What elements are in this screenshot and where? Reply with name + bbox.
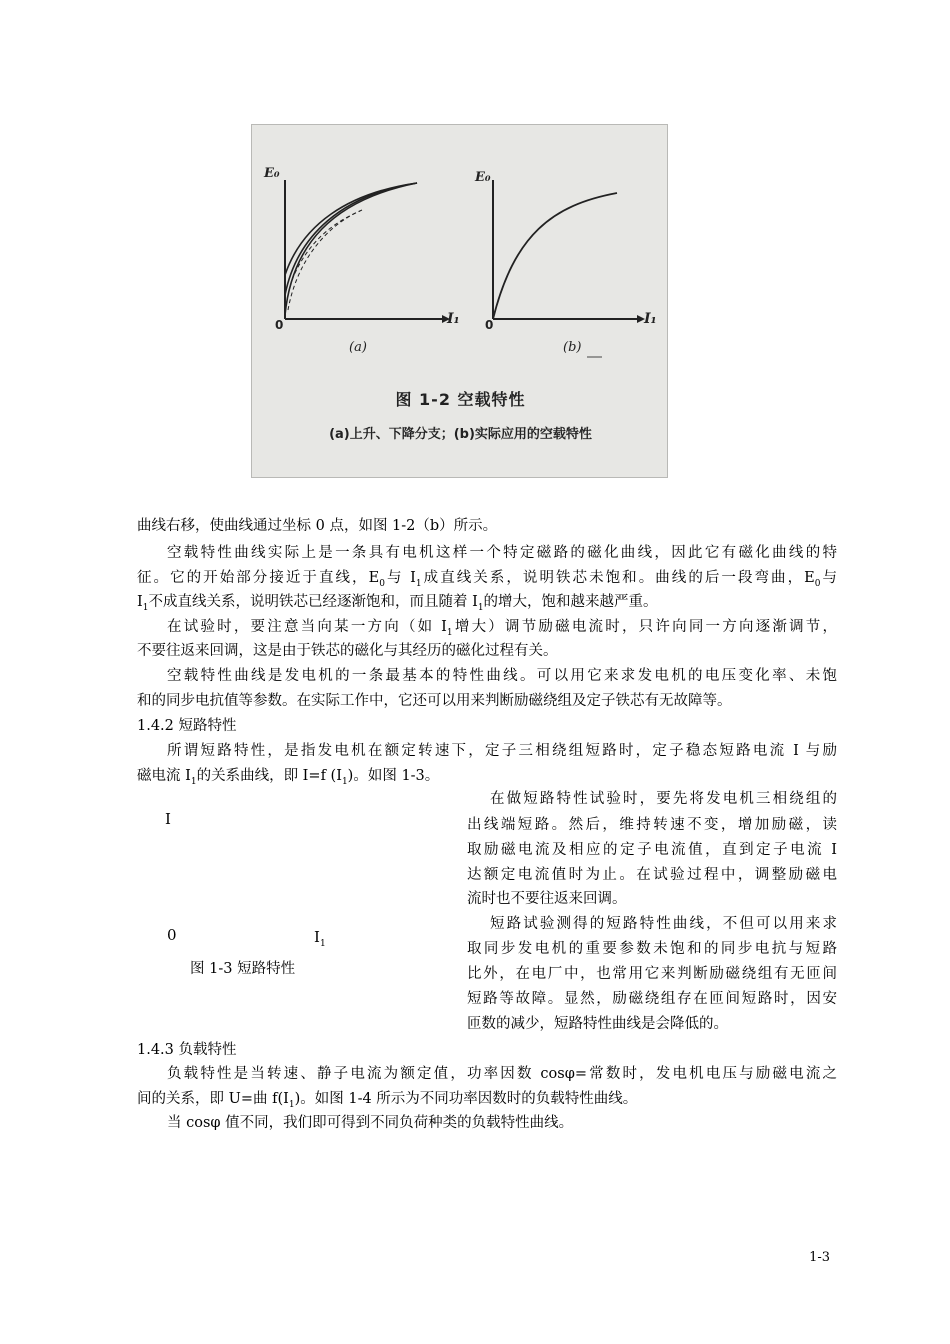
right-line-9 bbox=[467, 987, 837, 1011]
text-l10: 所谓短路特性，是指发电机在额定转速下，定子三相绕组短路时，定子稳态短路电流 I 与励 bbox=[167, 743, 837, 759]
text-line-10 bbox=[167, 739, 837, 763]
fig12b-y-label: E₀ bbox=[475, 170, 491, 185]
text-l6: 不要往返来回调，这是由于铁芯的磁化与其经历的磁化过程有关。 bbox=[137, 643, 558, 659]
right-line-5 bbox=[467, 887, 627, 911]
text-r9: 短路等故障。显然，励磁绕组存在匝间短路时，因安 bbox=[467, 991, 837, 1007]
text-p3: 当 cosφ 值不同，我们即可得到不同负荷种类的负载特性曲线。 bbox=[167, 1115, 574, 1131]
text-r1: 在做短路特性试验时，要先将发电机三相绕组的 bbox=[490, 791, 837, 807]
fig13-y-axis-label: I bbox=[165, 810, 171, 828]
right-line-10 bbox=[467, 1012, 728, 1036]
right-line-2 bbox=[467, 813, 837, 837]
text-l8: 和的同步电抗值等参数。在实际工作中，它还可以用来判断励磁绕组及定子铁芯有无故障等。 bbox=[137, 693, 732, 709]
fig13-x-axis-text: I bbox=[314, 928, 320, 946]
figure-1-3-caption bbox=[190, 957, 295, 981]
text-r8: 比外，在电厂中，也常用它来判断励磁绕组有无匝间 bbox=[467, 966, 837, 982]
text-l4b: 不成直线关系，说明铁芯已经逐渐饱和，而且随着 I bbox=[148, 594, 478, 610]
sub-l3-1: 0 bbox=[379, 579, 385, 589]
right-line-4 bbox=[467, 863, 837, 887]
text-l3d: 与 bbox=[820, 570, 837, 586]
text-l2: 空载特性曲线实际上是一条具有电机这样一个特定磁路的磁化曲线，因此它有磁化曲线的特 bbox=[167, 545, 837, 561]
fig12a-y-label: E₀ bbox=[264, 166, 280, 181]
right-line-6 bbox=[490, 912, 837, 936]
fig13-x-axis-sub: 1 bbox=[319, 939, 326, 949]
fig12a-label: (a) bbox=[349, 340, 367, 355]
text-r4: 达额定电流值时为止。在试验过程中，调整励磁电 bbox=[467, 867, 837, 883]
fig13-origin: 0 bbox=[167, 926, 177, 944]
text-r6: 短路试验测得的短路特性曲线，不但可以用来求 bbox=[490, 916, 837, 932]
text-l4a: I bbox=[137, 594, 143, 610]
right-line-1 bbox=[490, 787, 837, 811]
fig12b-label: (b) bbox=[563, 340, 582, 355]
lower-line-1 bbox=[167, 1062, 837, 1086]
sub-l4-2: 1 bbox=[477, 603, 484, 613]
text-r5: 流时也不要往返来回调。 bbox=[467, 891, 627, 907]
page-number: 1-3 bbox=[809, 1250, 830, 1265]
figure-1-2-subcaption: (a)上升、下降分支；(b)实际应用的空载特性 bbox=[329, 427, 592, 442]
text-l11a: 磁电流 I bbox=[137, 768, 191, 784]
text-line-6 bbox=[137, 639, 558, 663]
fig12a-origin: 0 bbox=[275, 318, 284, 332]
sub-l11-2: 1 bbox=[341, 777, 348, 787]
sub-l3-3: 0 bbox=[814, 579, 821, 589]
text-r3: 取励磁电流及相应的定子电流值，直到定子电流 I bbox=[467, 842, 837, 858]
text-line-2 bbox=[167, 541, 837, 565]
figure-1-2 bbox=[251, 124, 668, 478]
text-l7: 空载特性曲线是发电机的一条最基本的特性曲线。可以用它来求发电机的电压变化率、未饱 bbox=[167, 668, 837, 684]
text-l1: 曲线右移，使曲线通过坐标 0 点，如图 1-2（b）所示。 bbox=[137, 518, 498, 534]
right-line-7 bbox=[467, 937, 837, 961]
text-line-8 bbox=[137, 689, 732, 713]
right-line-8 bbox=[467, 962, 837, 986]
sub-l5: 1 bbox=[446, 628, 453, 638]
text-l11c: )。如图 1-3。 bbox=[347, 768, 440, 784]
text-l5a: 在试验时，要注意当向某一方向（如 I bbox=[167, 619, 447, 635]
sub-l3-2: 1 bbox=[415, 579, 422, 589]
text-r10: 匝数的减少，短路特性曲线是会降低的。 bbox=[467, 1016, 728, 1032]
text-r2: 出线端短路。然后，维持转速不变，增加励磁，读 bbox=[467, 817, 837, 833]
text-h143: 1.4.3 负载特性 bbox=[137, 1042, 237, 1058]
section-heading-1-4-2 bbox=[137, 714, 237, 738]
text-l3a: 征。它的开始部分接近于直线，E bbox=[137, 570, 380, 586]
figure-1-2-title: 图 1-2 空载特性 bbox=[395, 390, 526, 409]
fig12a-x-label: I₁ bbox=[447, 311, 460, 327]
text-p2b: )。如图 1-4 所示为不同功率因数时的负载特性曲线。 bbox=[294, 1091, 638, 1107]
text-p2a: 间的关系，即 U=曲 f(I bbox=[137, 1091, 289, 1107]
text-p1: 负载特性是当转速、静子电流为额定值，功率因数 cosφ=常数时，发电机电压与励磁电流之 bbox=[167, 1066, 837, 1082]
sub-l4-1: 1 bbox=[142, 603, 149, 613]
text-l3c: 成直线关系，说明铁芯未饱和。曲线的后一段弯曲，E bbox=[421, 570, 815, 586]
text-l4c: 的增大，饱和越来越严重。 bbox=[483, 594, 658, 610]
text-l5b: 增大）调节励磁电流时，只许向同一方向逐渐调节， bbox=[452, 619, 837, 635]
sub-l11-1: 1 bbox=[190, 777, 197, 787]
text-line-7 bbox=[167, 664, 837, 688]
sub-p2: 1 bbox=[288, 1100, 295, 1110]
text-l3b: 与 I bbox=[384, 570, 416, 586]
text-line-1 bbox=[137, 514, 497, 538]
lower-line-3 bbox=[167, 1111, 573, 1135]
fig12b-origin: 0 bbox=[485, 318, 494, 332]
fig13-caption-text: 图 1-3 短路特性 bbox=[190, 961, 296, 977]
text-r7: 取同步发电机的重要参数未饱和的同步电抗与短路 bbox=[467, 941, 837, 957]
fig12b-x-label: I₁ bbox=[644, 311, 657, 327]
text-l11b: 的关系曲线，即 I=f (I bbox=[196, 768, 342, 784]
text-line-11 bbox=[137, 764, 439, 794]
fig13-x-axis-label bbox=[314, 928, 326, 949]
section-heading-1-4-3 bbox=[137, 1038, 237, 1062]
right-line-3 bbox=[467, 838, 837, 862]
text-l9: 1.4.2 短路特性 bbox=[137, 718, 237, 734]
